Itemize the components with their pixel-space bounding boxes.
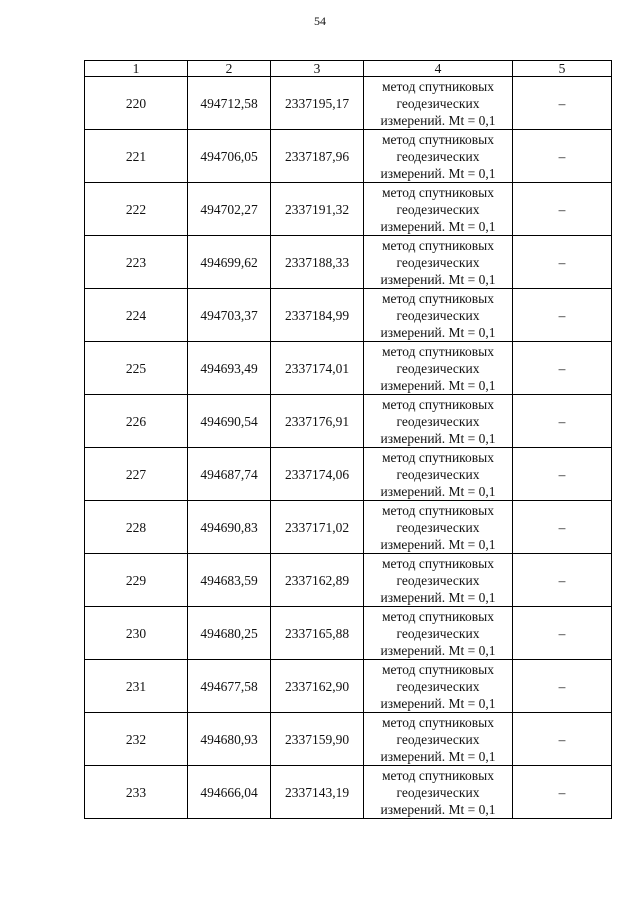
x-coordinate-cell: 494680,93 — [188, 713, 271, 766]
method-line: измерений. Mt = 0,1 — [380, 377, 496, 393]
method-line: измерений. Mt = 0,1 — [380, 324, 496, 340]
point-number-cell: 224 — [85, 289, 188, 342]
method-cell — [364, 660, 513, 713]
method-line: геодезических — [396, 625, 480, 641]
column-header-5: 5 — [513, 61, 612, 77]
method-line: метод спутниковых — [382, 714, 494, 730]
table-row — [85, 77, 612, 130]
point-number-cell: 229 — [85, 554, 188, 607]
method-line: геодезических — [396, 519, 480, 535]
method-line: геодезических — [396, 784, 480, 800]
point-number-cell: 226 — [85, 395, 188, 448]
method-line: измерений. Mt = 0,1 — [380, 271, 496, 287]
table-row — [85, 183, 612, 236]
table-row — [85, 713, 612, 766]
x-coordinate-cell: 494706,05 — [188, 130, 271, 183]
method-cell — [364, 501, 513, 554]
point-number-cell: 233 — [85, 766, 188, 819]
method-line: геодезических — [396, 678, 480, 694]
point-number-cell: 222 — [85, 183, 188, 236]
note-cell: – — [513, 236, 612, 289]
coordinates-table — [84, 60, 612, 819]
method-line: метод спутниковых — [382, 290, 494, 306]
method-line: метод спутниковых — [382, 78, 494, 94]
note-cell: – — [513, 183, 612, 236]
note-cell: – — [513, 607, 612, 660]
note-cell: – — [513, 660, 612, 713]
y-coordinate-cell: 2337143,19 — [271, 766, 364, 819]
method-line: геодезических — [396, 413, 480, 429]
method-line: метод спутниковых — [382, 608, 494, 624]
table-row — [85, 501, 612, 554]
point-number-cell: 232 — [85, 713, 188, 766]
method-line: геодезических — [396, 360, 480, 376]
method-line: измерений. Mt = 0,1 — [380, 483, 496, 499]
header-row — [85, 61, 612, 77]
y-coordinate-cell: 2337191,32 — [271, 183, 364, 236]
method-cell — [364, 607, 513, 660]
y-coordinate-cell: 2337195,17 — [271, 77, 364, 130]
y-coordinate-cell: 2337162,89 — [271, 554, 364, 607]
y-coordinate-cell: 2337187,96 — [271, 130, 364, 183]
y-coordinate-cell: 2337188,33 — [271, 236, 364, 289]
method-line: измерений. Mt = 0,1 — [380, 589, 496, 605]
method-line: измерений. Mt = 0,1 — [380, 801, 496, 817]
point-number-cell: 220 — [85, 77, 188, 130]
method-cell — [364, 236, 513, 289]
method-line: метод спутниковых — [382, 184, 494, 200]
method-line: метод спутниковых — [382, 502, 494, 518]
method-line: геодезических — [396, 466, 480, 482]
method-line: метод спутниковых — [382, 343, 494, 359]
x-coordinate-cell: 494690,83 — [188, 501, 271, 554]
table-row — [85, 766, 612, 819]
note-cell: – — [513, 766, 612, 819]
x-coordinate-cell: 494693,49 — [188, 342, 271, 395]
method-line: метод спутниковых — [382, 555, 494, 571]
y-coordinate-cell: 2337184,99 — [271, 289, 364, 342]
table-row — [85, 607, 612, 660]
method-line: геодезических — [396, 201, 480, 217]
method-line: измерений. Mt = 0,1 — [380, 165, 496, 181]
method-line: геодезических — [396, 572, 480, 588]
table-row — [85, 236, 612, 289]
x-coordinate-cell: 494680,25 — [188, 607, 271, 660]
method-line: метод спутниковых — [382, 131, 494, 147]
method-cell — [364, 342, 513, 395]
x-coordinate-cell: 494712,58 — [188, 77, 271, 130]
table-row — [85, 289, 612, 342]
method-cell — [364, 183, 513, 236]
method-line: измерений. Mt = 0,1 — [380, 112, 496, 128]
method-line: метод спутниковых — [382, 767, 494, 783]
column-header-2: 2 — [188, 61, 271, 77]
y-coordinate-cell: 2337176,91 — [271, 395, 364, 448]
table-body — [85, 77, 612, 819]
y-coordinate-cell: 2337171,02 — [271, 501, 364, 554]
note-cell: – — [513, 554, 612, 607]
column-header-3: 3 — [271, 61, 364, 77]
method-cell — [364, 395, 513, 448]
point-number-cell: 228 — [85, 501, 188, 554]
x-coordinate-cell: 494699,62 — [188, 236, 271, 289]
point-number-cell: 225 — [85, 342, 188, 395]
note-cell: – — [513, 448, 612, 501]
table-row — [85, 130, 612, 183]
y-coordinate-cell: 2337174,01 — [271, 342, 364, 395]
note-cell: – — [513, 342, 612, 395]
method-line: геодезических — [396, 731, 480, 747]
method-line: измерений. Mt = 0,1 — [380, 218, 496, 234]
page-number: 54 — [314, 14, 326, 28]
method-line: измерений. Mt = 0,1 — [380, 695, 496, 711]
x-coordinate-cell: 494702,27 — [188, 183, 271, 236]
point-number-cell: 227 — [85, 448, 188, 501]
method-line: геодезических — [396, 307, 480, 323]
note-cell: – — [513, 501, 612, 554]
method-line: геодезических — [396, 254, 480, 270]
note-cell: – — [513, 130, 612, 183]
method-line: геодезических — [396, 148, 480, 164]
y-coordinate-cell: 2337159,90 — [271, 713, 364, 766]
method-cell — [364, 289, 513, 342]
point-number-cell: 230 — [85, 607, 188, 660]
note-cell: – — [513, 713, 612, 766]
note-cell: – — [513, 395, 612, 448]
method-cell — [364, 77, 513, 130]
x-coordinate-cell: 494677,58 — [188, 660, 271, 713]
method-line: измерений. Mt = 0,1 — [380, 748, 496, 764]
y-coordinate-cell: 2337174,06 — [271, 448, 364, 501]
method-cell — [364, 766, 513, 819]
x-coordinate-cell: 494683,59 — [188, 554, 271, 607]
method-cell — [364, 554, 513, 607]
table-row — [85, 395, 612, 448]
method-line: измерений. Mt = 0,1 — [380, 642, 496, 658]
y-coordinate-cell: 2337162,90 — [271, 660, 364, 713]
method-line: метод спутниковых — [382, 237, 494, 253]
table-row — [85, 448, 612, 501]
table-row — [85, 554, 612, 607]
method-line: измерений. Mt = 0,1 — [380, 536, 496, 552]
x-coordinate-cell: 494666,04 — [188, 766, 271, 819]
y-coordinate-cell: 2337165,88 — [271, 607, 364, 660]
table-row — [85, 342, 612, 395]
point-number-cell: 231 — [85, 660, 188, 713]
method-line: геодезических — [396, 95, 480, 111]
x-coordinate-cell: 494690,54 — [188, 395, 271, 448]
note-cell: – — [513, 289, 612, 342]
table-row — [85, 660, 612, 713]
x-coordinate-cell: 494687,74 — [188, 448, 271, 501]
method-cell — [364, 448, 513, 501]
point-number-cell: 221 — [85, 130, 188, 183]
note-cell: – — [513, 77, 612, 130]
method-line: метод спутниковых — [382, 396, 494, 412]
column-header-1: 1 — [85, 61, 188, 77]
x-coordinate-cell: 494703,37 — [188, 289, 271, 342]
method-line: измерений. Mt = 0,1 — [380, 430, 496, 446]
method-line: метод спутниковых — [382, 449, 494, 465]
point-number-cell: 223 — [85, 236, 188, 289]
method-cell — [364, 130, 513, 183]
column-header-4: 4 — [364, 61, 513, 77]
method-line: метод спутниковых — [382, 661, 494, 677]
method-cell — [364, 713, 513, 766]
